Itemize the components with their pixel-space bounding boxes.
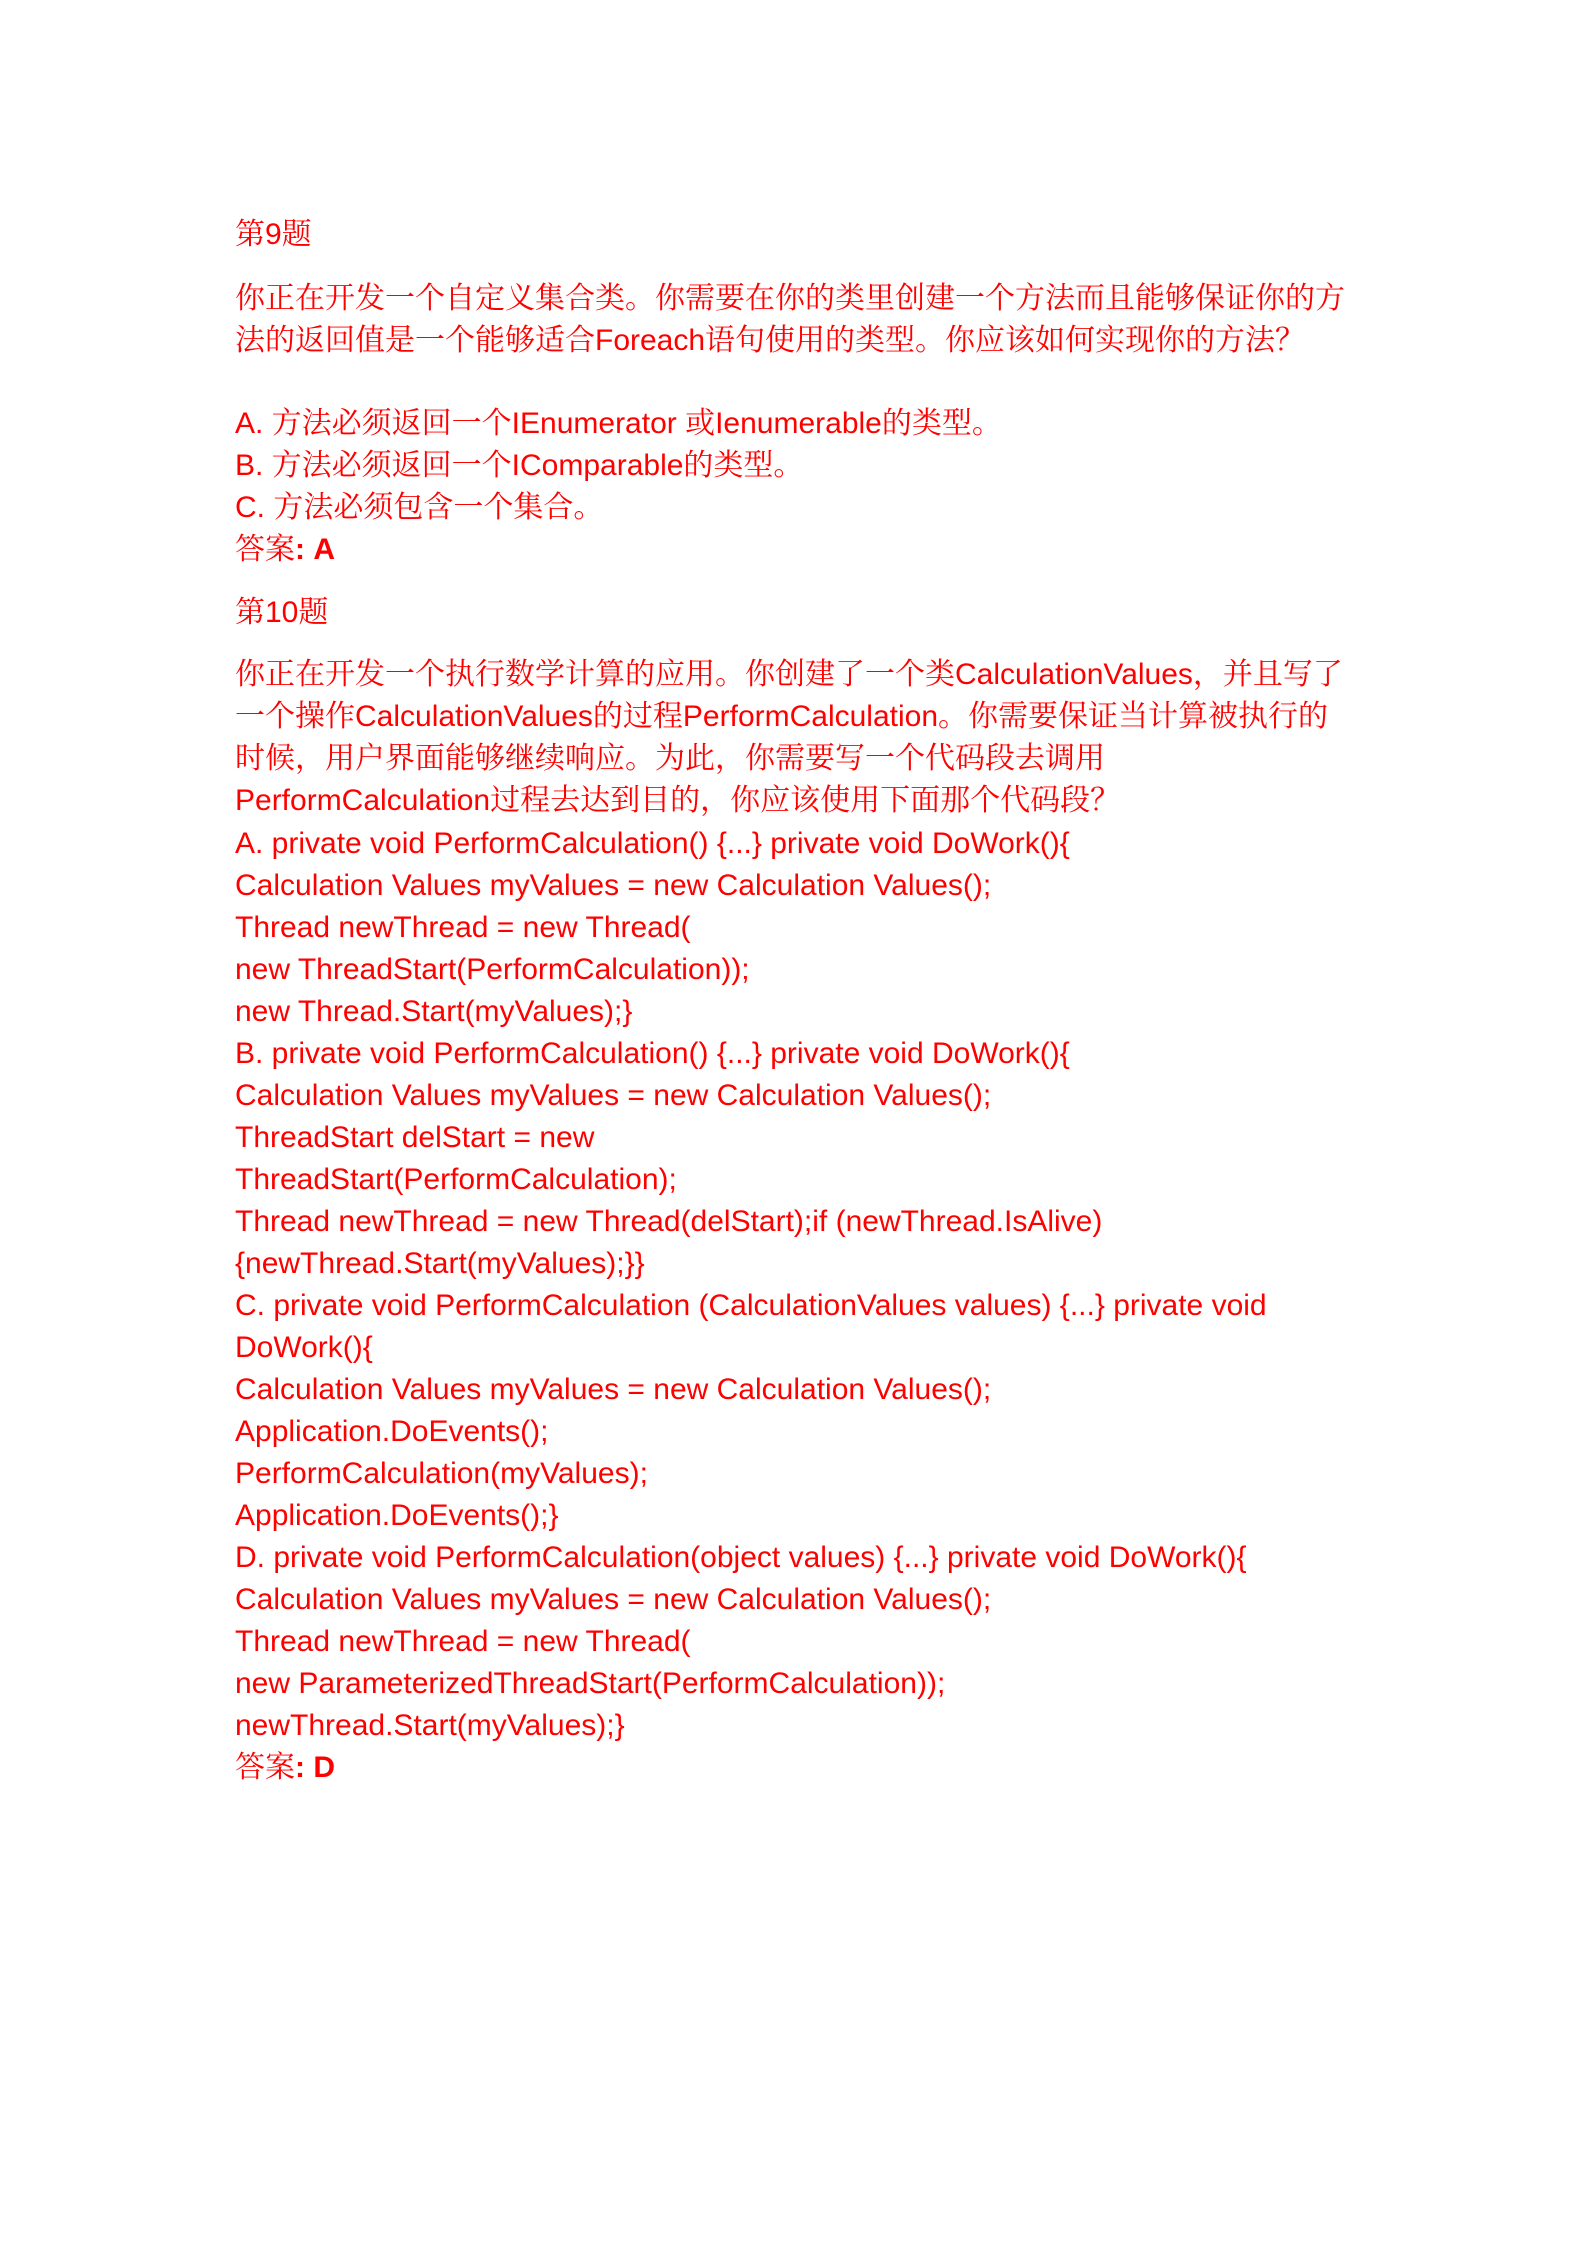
question-9-options xyxy=(235,403,1365,571)
code-line: new ParameterizedThreadStart(PerformCalculation)); xyxy=(235,1667,946,1700)
code-line: Thread newThread = new Thread(delStart);if (newThread.IsAlive) xyxy=(235,1205,1103,1238)
code-line: D. private void PerformCalculation(object values) {...} private void DoWork(){ xyxy=(235,1541,1247,1574)
code-line: new ThreadStart(PerformCalculation)); xyxy=(235,953,750,986)
answer-value: : D xyxy=(295,1751,335,1784)
answer xyxy=(235,1747,1365,1789)
code-line: Thread newThread = new Thread( xyxy=(235,911,691,944)
code-line: Thread newThread = new Thread( xyxy=(235,1625,691,1658)
code-line: Calculation Values myValues = new Calculation Values(); xyxy=(235,1079,992,1112)
code-line: B. private void PerformCalculation() {...} private void DoWork(){ xyxy=(235,1037,1070,1070)
code-line: new Thread.Start(myValues);} xyxy=(235,995,633,1028)
code-line: Calculation Values myValues = new Calculation Values(); xyxy=(235,1583,992,1616)
code-line: ThreadStart(PerformCalculation); xyxy=(235,1163,677,1196)
code-line: A. private void PerformCalculation() {...} private void DoWork(){ xyxy=(235,827,1070,860)
code-line: newThread.Start(myValues);} xyxy=(235,1709,625,1742)
option-c: C. 方法必须包含一个集合。 xyxy=(235,491,604,524)
code-line: ThreadStart delStart = new xyxy=(235,1121,595,1154)
code-line: Application.DoEvents();} xyxy=(235,1499,559,1532)
code-line: {newThread.Start(myValues);}} xyxy=(235,1247,645,1280)
answer-value: : A xyxy=(295,533,335,566)
code-line: Calculation Values myValues = new Calculation Values(); xyxy=(235,869,992,902)
answer xyxy=(235,529,1365,571)
question-10-stem: 你正在开发一个执行数学计算的应用。你创建了一个类CalculationValues，并且写了一个操作CalculationValues的过程PerformCalculation。你需要保证当计算被执行的时候，用户界面能够继续响应。为此，你需要写一个代码段去调用PerformCalculation过程去达到目的，你应该使用下面那个代码段？ xyxy=(235,658,1343,817)
option-a: A. 方法必须返回一个IEnumerator 或Ienumerable的类型。 xyxy=(235,407,1002,440)
question-10-title: 第10题 xyxy=(235,596,329,629)
code-line: PerformCalculation(myValues); xyxy=(235,1457,648,1490)
answer-label: 答案 xyxy=(235,533,295,566)
option-b: B. 方法必须返回一个IComparable的类型。 xyxy=(235,449,804,482)
code-line: DoWork(){ xyxy=(235,1331,373,1364)
question-9-title: 第9题 xyxy=(235,218,312,251)
question-9-stem: 你正在开发一个自定义集合类。你需要在你的类里创建一个方法而且能够保证你的方法的返回值是一个能够适合Foreach语句使用的类型。你应该如何实现你的方法？ xyxy=(235,282,1345,357)
code-line: Calculation Values myValues = new Calculation Values(); xyxy=(235,1373,992,1406)
answer-label: 答案 xyxy=(235,1751,295,1784)
code-line: C. private void PerformCalculation (CalculationValues values) {...} private void xyxy=(235,1289,1267,1322)
question-10-options xyxy=(235,823,1365,1789)
code-line: Application.DoEvents(); xyxy=(235,1415,549,1448)
